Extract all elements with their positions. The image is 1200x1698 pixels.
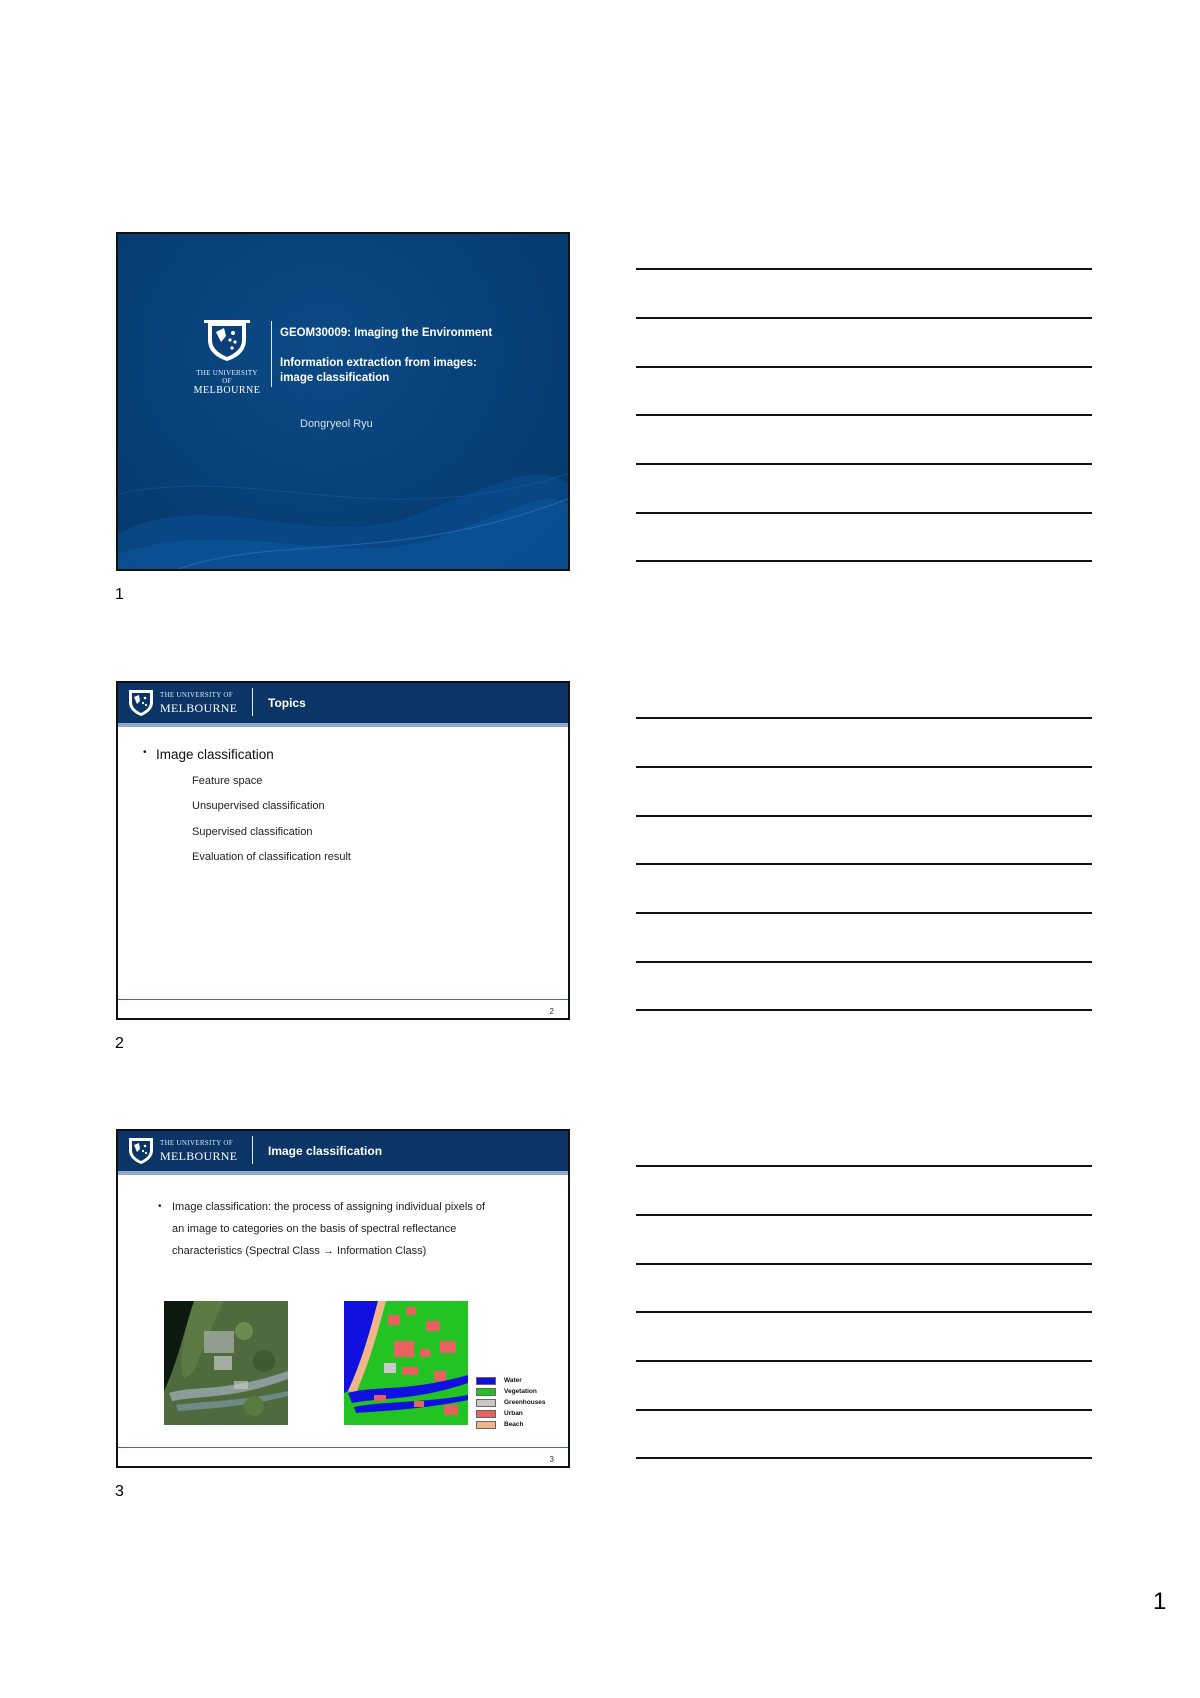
logo-university-of: THE UNIVERSITY OF: [160, 1139, 233, 1147]
notes-line: [636, 1214, 1092, 1216]
legend-item: [476, 1386, 546, 1397]
legend-label: Water: [504, 1377, 522, 1384]
notes-line: [636, 1409, 1092, 1411]
slide-title: Topics: [268, 696, 306, 710]
subtitle-line-2: image classification: [280, 372, 390, 384]
notes-line: [636, 912, 1092, 914]
classification-legend: [476, 1375, 546, 1430]
paragraph-line: characteristics (Spectral Class → Information Class): [172, 1245, 427, 1257]
notes-line: [636, 1009, 1092, 1011]
legend-item: [476, 1375, 546, 1386]
title-divider: [271, 321, 272, 387]
slide-footer-line: [118, 1447, 568, 1448]
notes-line: [636, 317, 1092, 319]
sub-bullet-item: Feature space: [192, 775, 263, 787]
wave-background-decoration: [118, 234, 568, 569]
slide-header: [118, 683, 568, 723]
author-name: Dongryeol Ryu: [300, 418, 373, 430]
course-title: GEOM30009: Imaging the Environment: [280, 327, 493, 339]
slide-footer-line: [118, 999, 568, 1000]
classified-map-image: [344, 1301, 468, 1425]
notes-line: [636, 1311, 1092, 1313]
logo-melbourne: MELBOURNE: [160, 1149, 238, 1163]
paragraph-line: • Image classification: the process of assigning individual pixels of: [172, 1201, 486, 1213]
notes-line: [636, 1457, 1092, 1459]
legend-swatch: [476, 1399, 496, 1407]
page-number: 1: [1153, 1588, 1167, 1615]
slide-2: [116, 681, 570, 1020]
slide-3: [116, 1129, 570, 1468]
legend-item: [476, 1408, 546, 1419]
legend-swatch: [476, 1410, 496, 1418]
slide-number-2: 2: [115, 1035, 124, 1052]
legend-label: Beach: [504, 1421, 524, 1428]
legend-item: [476, 1419, 546, 1430]
notes-line: [636, 717, 1092, 719]
legend-swatch: [476, 1377, 496, 1385]
slide-1: [116, 232, 570, 571]
university-crest-icon: [204, 320, 250, 362]
slide-footer-number: 3: [549, 1455, 554, 1464]
university-crest-icon: [126, 1136, 156, 1166]
notes-line: [636, 366, 1092, 368]
sub-bullet-item: Unsupervised classification: [192, 800, 325, 812]
legend-label: Greenhouses: [504, 1399, 546, 1406]
notes-line: [636, 1360, 1092, 1362]
slide-number-1: 1: [115, 586, 124, 603]
sub-bullet-item: Evaluation of classification result: [192, 851, 351, 863]
notes-line: [636, 766, 1092, 768]
header-stripe: [118, 723, 568, 727]
university-logo: [192, 320, 262, 396]
notes-line: [636, 1263, 1092, 1265]
logo-university-of: THE UNIVERSITY OF: [160, 691, 233, 699]
logo-university-of: THE UNIVERSITY OF: [196, 369, 258, 385]
bullet-item: • Image classification: [156, 747, 274, 762]
notes-line: [636, 512, 1092, 514]
logo-melbourne: MELBOURNE: [160, 701, 238, 715]
subtitle-line-1: Information extraction from images:: [280, 357, 477, 369]
header-divider: [252, 688, 253, 716]
notes-line: [636, 1165, 1092, 1167]
notes-line: [636, 414, 1092, 416]
notes-line: [636, 863, 1092, 865]
header-divider: [252, 1136, 253, 1164]
logo-melbourne: MELBOURNE: [193, 385, 261, 396]
header-stripe: [118, 1171, 568, 1175]
paragraph-line: an image to categories on the basis of spectral reflectance: [172, 1223, 457, 1235]
notes-line: [636, 268, 1092, 270]
slide-footer-number: 2: [549, 1007, 554, 1016]
notes-line: [636, 463, 1092, 465]
lecture-subtitle: [280, 356, 477, 386]
legend-swatch: [476, 1388, 496, 1396]
sub-bullet-item: Supervised classification: [192, 826, 313, 838]
notes-line: [636, 815, 1092, 817]
definition-paragraph: [172, 1196, 542, 1262]
slide-title: Image classification: [268, 1144, 383, 1158]
notes-line: [636, 961, 1092, 963]
legend-item: [476, 1397, 546, 1408]
slide-header: [118, 1131, 568, 1171]
university-crest-icon: [126, 688, 156, 718]
legend-swatch: [476, 1421, 496, 1429]
legend-label: Urban: [504, 1410, 523, 1417]
legend-label: Vegetation: [504, 1388, 537, 1395]
slide-number-3: 3: [115, 1483, 124, 1500]
notes-line: [636, 560, 1092, 562]
satellite-image: [164, 1301, 288, 1425]
